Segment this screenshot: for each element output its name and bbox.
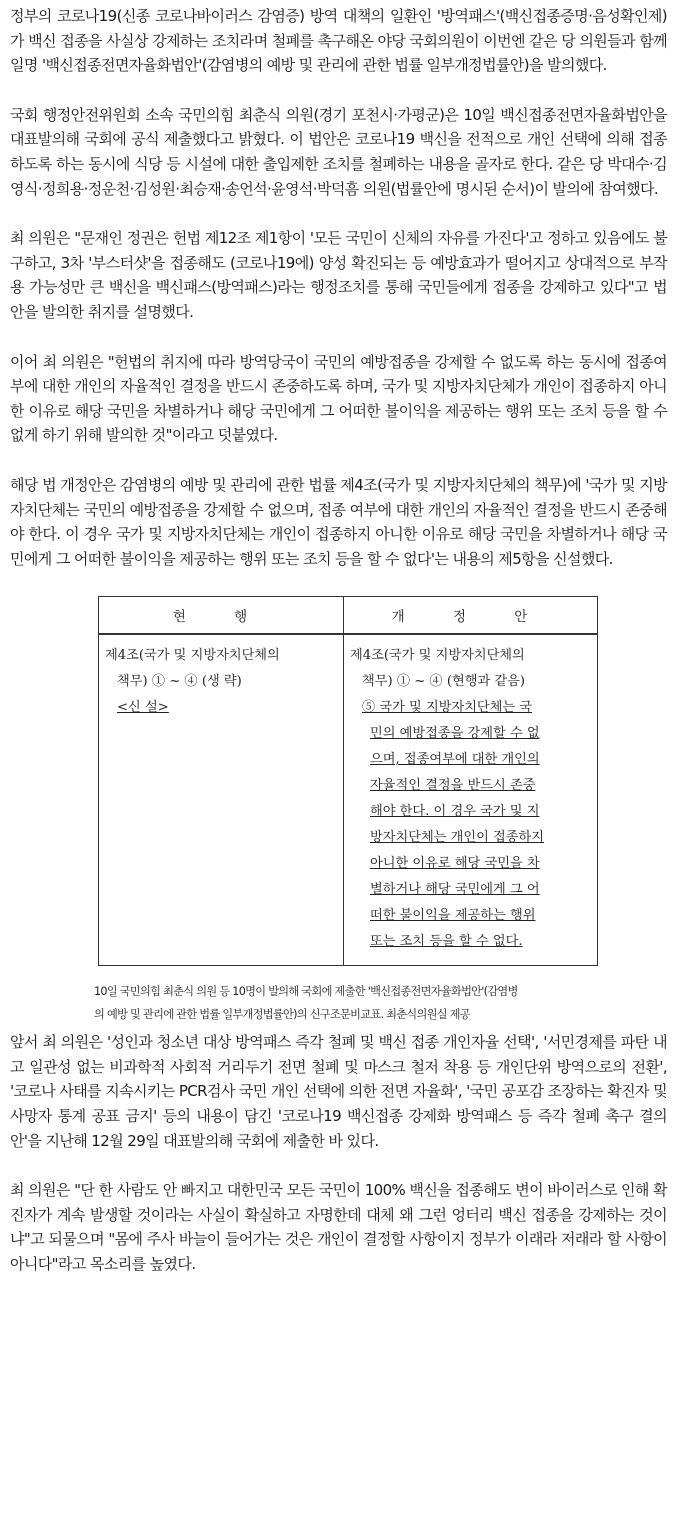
paragraph: 최 의원은 "단 한 사람도 안 빠지고 대한민국 모든 국민이 100% 백신을 접종해도 변이 바이러스로 인해 확진자가 계속 발생할 것이라는 사실이 확실하고 자명한데 대체 왜 그런 엉터리 백신 접종을 강제하는 것이냐"고 되물으며 "몸에 주사 바늘이 들어가는 것은 개인이 결정할 사항이지 정부가 이래라 저래라 할 사항이 아니다"라고 목소리를 높였다.	[10, 1181, 667, 1274]
proposed-line: 또는 조치 등을 할 수 없다.	[370, 934, 523, 950]
proposed-line: 자율적인 결정을 반드시 존중	[370, 778, 536, 794]
paragraph: 최 의원은 "문재인 정권은 헌법 제12조 제1항이 '모든 국민이 신체의 자유를 가진다'고 정하고 있음에도 불구하고, 3차 '부스터샷'을 접종해도 (코로나19에) 양성 확진되는 등 예방효과가 떨어지고 상대적으로 부작용 가능성만 큰 백신을 백신패스(방역패스)라는 행정조치를 통해 국민들에게 접종을 강제하고 있다"고 법안을 발의한 취지를 설명했다.	[10, 229, 667, 321]
proposed-line: 으며, 접종여부에 대한 개인의	[370, 752, 540, 768]
caption-line: 의 예방 및 관리에 관한 법률 일부개정법률안)의 신구조문비교표. 최춘식의원실 제공	[94, 1008, 470, 1022]
proposed-line: 민의 예방접종을 강제할 수 없	[370, 726, 540, 742]
paragraph: 정부의 코로나19(신종 코로나바이러스 감염증) 방역 대책의 일환인 '방역패스'(백신접종증명·음성확인제)가 백신 접종을 사실상 강제하는 조치라며 철폐를 촉구해온 야당 국회의원이 이번엔 같은 당 의원들과 함께 일명 '백신접종전면자율화법안'(감염병의 예방 및 관리에 관한 법률 일부개정법률안)을 발의했다.	[10, 7, 667, 75]
proposed-line: 별하거나 해당 국민에게 그 어	[370, 882, 540, 898]
paragraph: 국회 행정안전위원회 소속 국민의힘 최춘식 의원(경기 포천시·가평군)은 10일 백신접종전면자율화법안을 대표발의해 국회에 공식 제출했다고 밝혔다. 이 법안은 코로나19 백신을 전적으로 개인 선택에 의해 접종하도록 하는 동시에 식당 등 시설에 대한 출입제한 조치를 철폐하는 내용을 골자로 한다. 같은 당 박대수·김영식·정희용·정운천·김성원·최승재·송언석·윤영석·박덕흠 의원(법률안에 명시된 순서)이 발의에 참여했다.	[10, 105, 667, 198]
new-provision-mark: <신 설>	[117, 700, 169, 716]
figure-caption	[94, 980, 614, 1026]
proposed-article-duty: 책무) ① ~ ④ (현행과 같음)	[362, 674, 525, 690]
header-proposed: 개 정 안	[344, 597, 598, 635]
paragraph: 해당 법 개정안은 감염병의 예방 및 관리에 관한 법률 제4조(국가 및 지방자치단체의 책무)에 '국가 및 지방자치단체는 국민의 예방접종을 강제할 수 없으며, 접종 여부에 대한 개인의 자율적인 결정을 반드시 존중해야 한다. 이 경우 국가 및 지방자치단체는 개인이 접종하지 아니한 이유로 해당 국민을 차별하거나 해당 국민에게 그 어떠한 불이익을 제공하는 행위 또는 조치 등을 할 수 없다'는 내용의 제5항을 신설했다.	[10, 475, 667, 568]
paragraph: 이어 최 의원은 "헌법의 취지에 따라 방역당국이 국민의 예방접종을 강제할 수 없도록 하는 동시에 접종여부에 대한 개인의 자율적인 결정을 반드시 존중하도록 하며, 국가 및 지방자치단체가 개인이 접종하지 아니한 이유로 해당 국민을 차별하거나 해당 국민에게 그 어떠한 불이익을 제공하는 행위 또는 조치 등을 할 수 없게 하기 위해 발의한 것"이라고 덧붙였다.	[10, 352, 667, 445]
current-article-title: 제4조(국가 및 지방자치단체의	[105, 648, 280, 664]
proposed-law-cell	[344, 634, 598, 966]
proposed-line: 해야 한다. 이 경우 국가 및 지	[370, 804, 540, 820]
proposed-line: ⑤ 국가 및 지방자치단체는 국	[362, 700, 533, 716]
caption-line: 10일 국민의힘 최춘식 의원 등 10명이 발의해 국회에 제출한 '백신접종전면자율화법안'(감염병	[94, 985, 518, 999]
comparison-table	[98, 596, 598, 966]
current-law-cell	[99, 634, 344, 966]
proposed-line: 아니한 이유로 해당 국민을 차	[370, 856, 540, 872]
header-current: 현 행	[99, 597, 344, 635]
current-article-duty: 책무) ① ~ ④ (생 략)	[117, 674, 242, 690]
proposed-line: 방자치단체는 개인이 접종하지	[370, 830, 544, 846]
comparison-table-figure	[94, 596, 598, 1026]
proposed-line: 떠한 불이익을 제공하는 행위	[370, 908, 536, 924]
proposed-article-title: 제4조(국가 및 지방자치단체의	[350, 648, 525, 664]
paragraph: 앞서 최 의원은 '성인과 청소년 대상 방역패스 즉각 철폐 및 백신 접종 개인자율 선택', '서민경제를 파탄 내고 일관성 없는 비과학적 사회적 거리두기 전면 철폐 및 마스크 철저 착용 등 개인단위 방역으로의 전환', '코로나 사태를 지속시키는 PCR검사 국민 개인 선택에 의한 전면 자율화', '국민 공포감 조장하는 확진자 및 사망자 통계 공표 금지' 등의 내용이 담긴 '코로나19 백신접종 강제화 방역패스 등 즉각 철폐 촉구 결의안'을 지난해 12월 29일 대표발의해 국회에 제출한 바 있다.	[10, 1033, 667, 1150]
